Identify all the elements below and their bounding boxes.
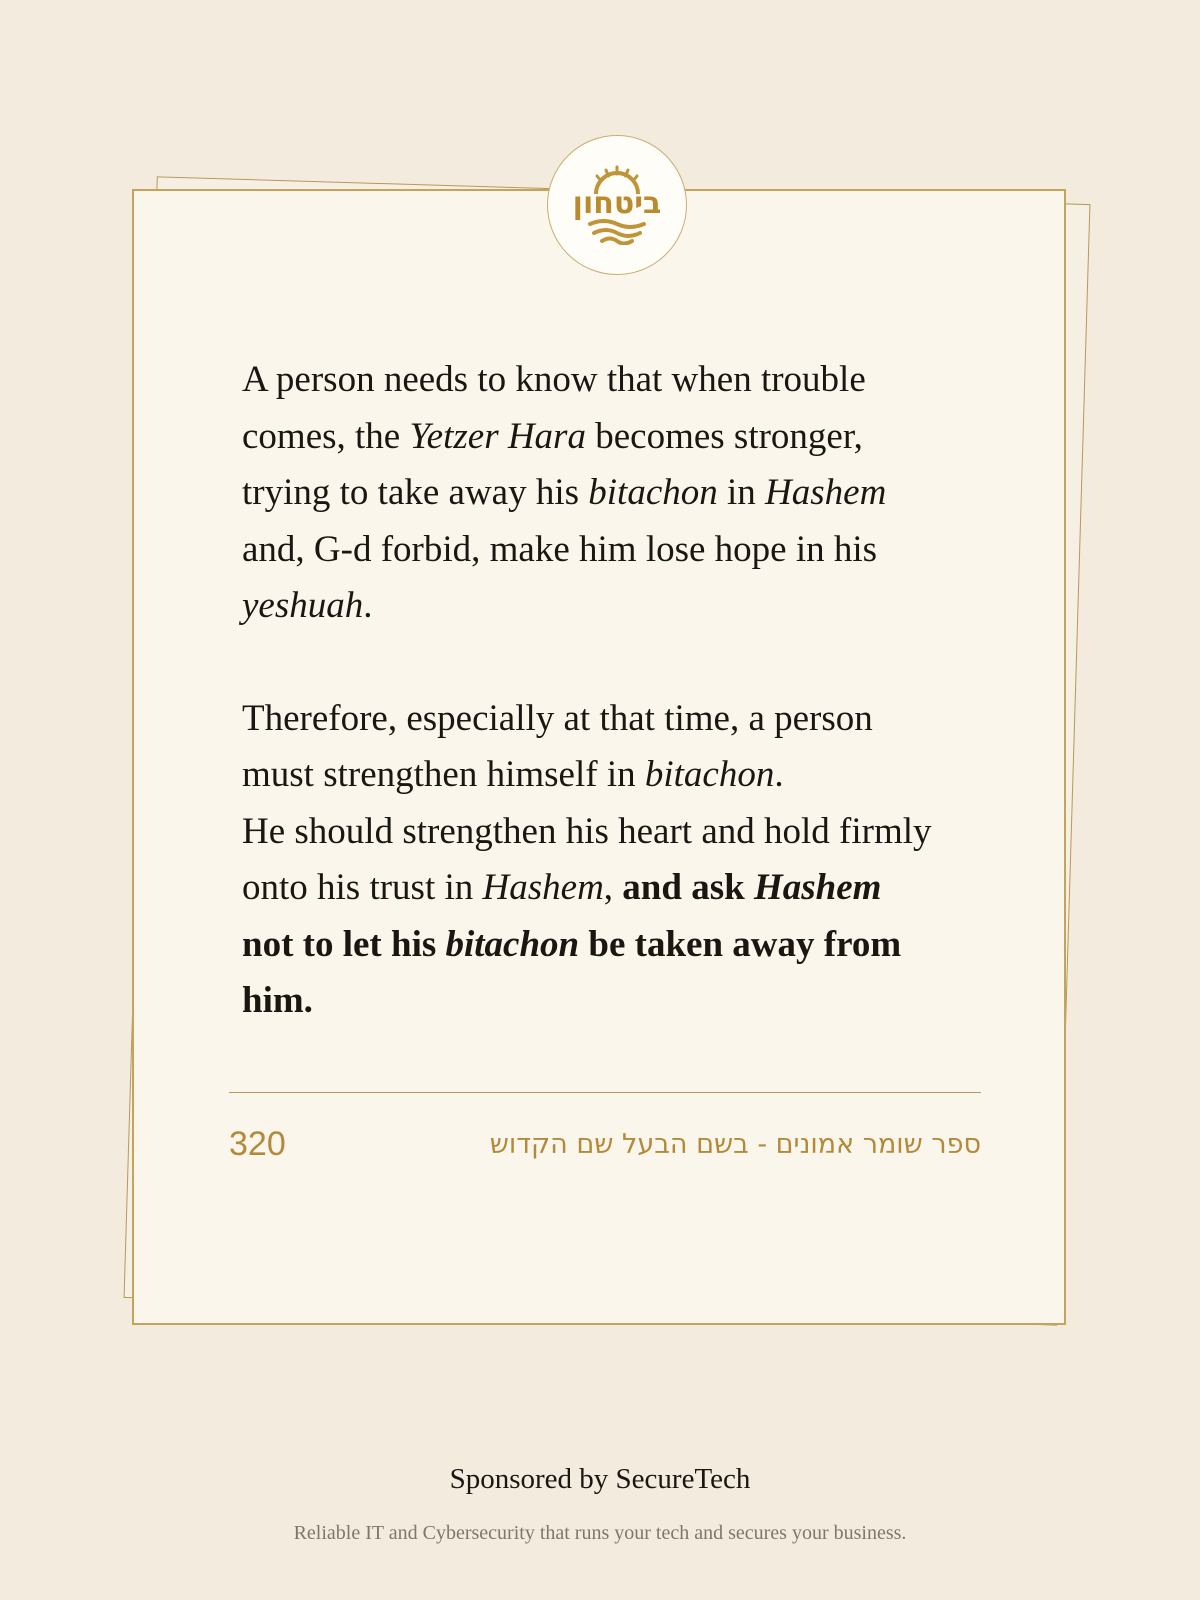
italic-term: bitachon: [644, 754, 775, 795]
italic-term: Yetzer Hara: [409, 415, 586, 457]
brand-logo: [547, 135, 687, 275]
quote-text: [242, 352, 942, 1030]
bold-segment: be taken away from him.: [242, 923, 902, 1021]
italic-term: yeshuah: [242, 585, 364, 626]
quote-paragraph-2: [242, 691, 942, 1030]
text-segment: .: [363, 585, 373, 626]
bold-segment: [754, 867, 881, 908]
bold-italic-term: Hashem: [753, 867, 882, 908]
text-segment: ,: [603, 867, 623, 908]
bold-segment: and ask: [622, 867, 754, 908]
page-number: 320: [229, 1125, 286, 1163]
footer-divider: [229, 1092, 981, 1093]
italic-term: Hashem: [765, 472, 887, 513]
italic-term: Hashem: [482, 867, 604, 908]
text-segment: .: [774, 754, 784, 795]
text-segment: becomes stronger, trying to take away his: [242, 415, 863, 513]
text-segment: He should strengthen his heart and hold firmly onto his trust in: [242, 810, 932, 908]
sponsor-line: Sponsored by SecureTech: [449, 1463, 751, 1495]
text-segment: and, G-d forbid, make him lose hope in his: [242, 528, 878, 570]
bold-segment: not to let his: [242, 923, 446, 965]
bold-italic-term: bitachon: [445, 923, 580, 965]
bold-segment: [446, 924, 580, 965]
text-segment: in: [717, 472, 766, 513]
sponsor-tagline: Reliable IT and Cybersecurity that runs your tech and secures your business.: [293, 1522, 907, 1544]
quote-paragraph-1: [242, 352, 942, 635]
logo-wordmark: ביטחון: [572, 186, 662, 221]
text-segment: Therefore, especially at that time, a person must strengthen himself in: [242, 697, 873, 795]
text-segment: A person needs to know that when trouble comes, the: [242, 359, 866, 457]
waves-icon: [582, 219, 652, 245]
source-citation: ספר שומר אמונים - בשם הבעל שם הקדוש: [489, 1129, 981, 1160]
italic-term: bitachon: [588, 472, 718, 513]
